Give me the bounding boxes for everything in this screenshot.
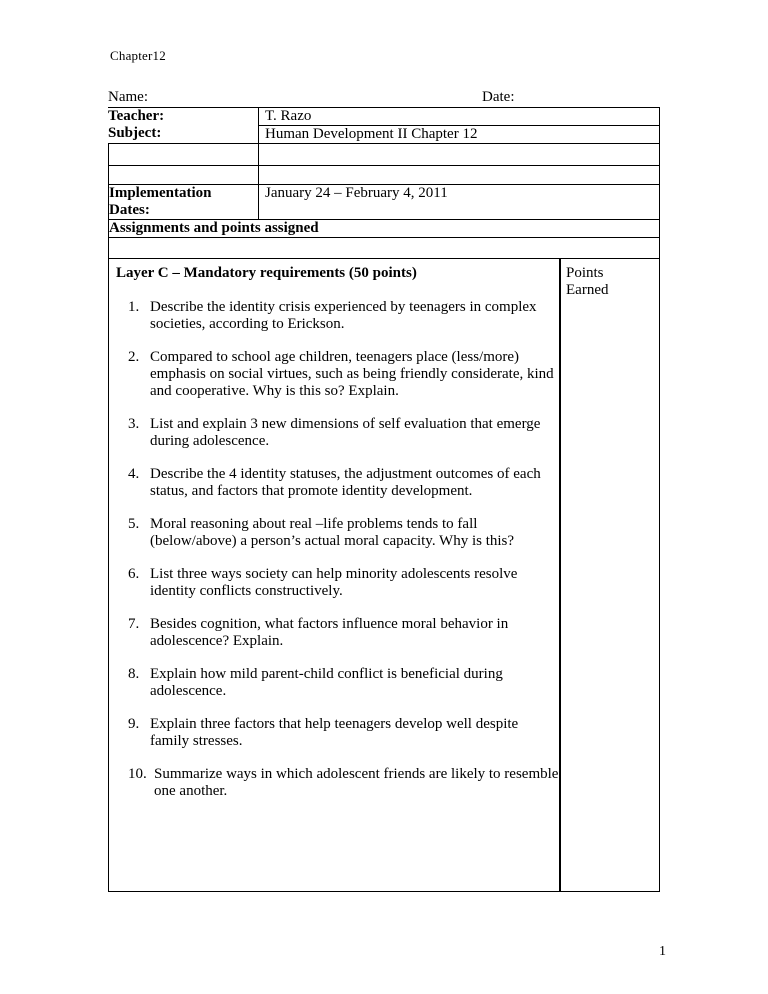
question-list bbox=[116, 299, 559, 800]
question-number: 2. bbox=[128, 349, 140, 365]
blank-row-1 bbox=[108, 143, 660, 165]
implementation-row bbox=[108, 184, 660, 219]
implementation-label-line-2: Dates: bbox=[109, 202, 150, 218]
teacher-value: T. Razo bbox=[258, 108, 660, 125]
question-number: 6. bbox=[128, 566, 140, 582]
implementation-label-line-1: Implementation bbox=[109, 185, 212, 201]
date-label: Date: bbox=[482, 89, 515, 105]
question-item bbox=[128, 299, 559, 333]
blank-row-3 bbox=[108, 237, 660, 258]
question-number: 4. bbox=[128, 466, 140, 482]
question-text: Besides cognition, what factors influence moral behavior in adolescence? Explain. bbox=[150, 616, 509, 649]
question-text: Summarize ways in which adolescent friends are likely to resemble one another. bbox=[154, 766, 559, 799]
assignment-form bbox=[108, 89, 660, 892]
points-earned-column bbox=[560, 259, 660, 891]
question-text: List three ways society can help minority adolescents resolve identity conflicts constructively. bbox=[150, 566, 518, 599]
question-number: 9. bbox=[128, 716, 140, 732]
question-text: Explain three factors that help teenagers develop well despite family stresses. bbox=[150, 716, 519, 749]
teacher-row bbox=[108, 107, 660, 125]
question-number: 3. bbox=[128, 416, 140, 432]
blank-left-cell-2 bbox=[108, 166, 258, 184]
question-number: 1. bbox=[128, 299, 140, 315]
page-number: 1 bbox=[659, 944, 666, 959]
points-earned-label-line-1: Points bbox=[566, 265, 604, 281]
question-item bbox=[128, 666, 559, 700]
question-text: List and explain 3 new dimensions of self evaluation that emerge during adolescence. bbox=[150, 416, 541, 449]
points-earned-label-line-2: Earned bbox=[566, 282, 609, 298]
question-number: 8. bbox=[128, 666, 140, 682]
question-item bbox=[128, 716, 559, 750]
question-number: 5. bbox=[128, 516, 140, 532]
blank-left-cell-1 bbox=[108, 144, 258, 165]
question-number: 7. bbox=[128, 616, 140, 632]
layer-c-box bbox=[108, 258, 660, 892]
subject-value: Human Development II Chapter 12 bbox=[258, 125, 660, 143]
name-label: Name: bbox=[108, 89, 148, 105]
implementation-label bbox=[108, 185, 258, 219]
layer-c-requirements bbox=[108, 259, 560, 891]
question-text: Describe the 4 identity statuses, the adjustment outcomes of each status, and factors that promote identity development. bbox=[150, 466, 541, 499]
implementation-value: January 24 – February 4, 2011 bbox=[258, 185, 660, 219]
assignments-row bbox=[108, 219, 660, 237]
assignments-label: Assignments and points assigned bbox=[108, 220, 660, 237]
blank-right-cell-2 bbox=[258, 166, 660, 184]
question-text: Explain how mild parent-child conflict is beneficial during adolescence. bbox=[150, 666, 503, 699]
question-text: Moral reasoning about real –life problems tends to fall (below/above) a person’s actual moral capacity. Why is this? bbox=[150, 516, 515, 549]
question-item bbox=[128, 466, 559, 500]
subject-row bbox=[108, 125, 660, 143]
blank-full-cell bbox=[108, 238, 660, 258]
question-item bbox=[128, 616, 559, 650]
question-item bbox=[128, 349, 559, 400]
question-item bbox=[128, 516, 559, 550]
teacher-label: Teacher: bbox=[108, 108, 165, 124]
blank-row-2 bbox=[108, 165, 660, 184]
question-text: Describe the identity crisis experienced by teenagers in complex societies, according to Erickson. bbox=[150, 299, 537, 332]
question-item bbox=[128, 416, 559, 450]
question-text: Compared to school age children, teenagers place (less/more) emphasis on social virtues, such as being friendly considerate, kind and cooperative. Why is this so? Explain. bbox=[150, 349, 554, 399]
page-header: Chapter12 bbox=[110, 48, 166, 63]
question-number: 10. bbox=[128, 766, 147, 782]
layer-c-title: Layer C – Mandatory requirements (50 points) bbox=[116, 265, 417, 281]
name-date-row bbox=[108, 89, 660, 107]
subject-label: Subject: bbox=[108, 125, 162, 141]
question-item bbox=[128, 566, 559, 600]
blank-right-cell-1 bbox=[258, 144, 660, 165]
question-item bbox=[128, 766, 559, 800]
